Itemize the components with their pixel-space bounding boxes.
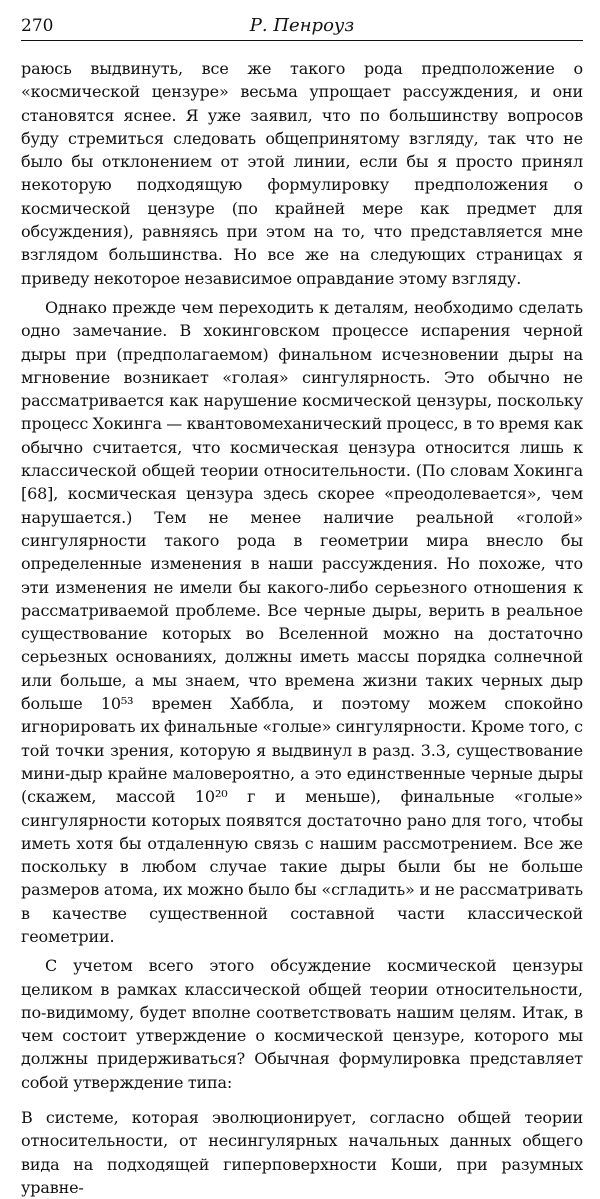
- paragraph-continuation: раюсь выдвинуть, все же такого рода предположение о «космической цензуре» весьма упрощает рассуждения, и они становятся яснее. Я уже заявил, что по большинству вопросов буду стремиться следовать общепринятому взгляду, так что не было бы отклонением от этой линии, если бы я просто принял некоторую подходящую формулировку предположения о космической цензуре (по крайней мере как предмет для обсуждения), равняясь при этом на то, что представляется мне взглядом большинства. Но все же на следующих страницах я приведу некоторое независимое оправдание этому взгляду.: [21, 59, 583, 288]
- running-head-author: Р. Пенроуз: [249, 15, 355, 36]
- page-header: [21, 10, 583, 41]
- body-text: [21, 57, 583, 1199]
- page-number: 270: [21, 16, 54, 36]
- paragraph-hawking-evaporation: Однако прежде чем переходить к деталям, необходимо сделать одно замечание. В хокинговском процессе испарения черной дыры при (предполагаемом) финальном исчезновении дыры на мгновение возникает «голая» сингулярность. Это обычно не рассматривается как нарушение космической цензуры, поскольку процесс Хокинга — квантовомеханический процесс, в то время как обычно считается, что космическая цензура относится лишь к классической общей теории относительности. (По словам Хокинга [68], космическая цензура здесь скорее «преодолевается», чем нарушается.) Тем не менее наличие реальной «голой» сингулярности такого рода в геометрии мира внесло бы определенные изменения в наши рассуждения. Но похоже, что эти изменения не имели бы какого-либо серьезного отношения к рассматриваемой проблеме. Все черные дыры, верить в реальное существование которых во Вселенной можно на достаточно серьезных основаниях, должны иметь массы порядка солнечной или больше, а мы знаем, что времена жизни таких черных дыр больше 10⁵³ времен Хаббла, и поэтому можем спокойно игнорировать их финальные «голые» сингулярности. Кроме того, с той точки зрения, которую я выдвинул в разд. 3.3, существование мини-дыр крайне маловероятно, а это единственные черные дыры (скажем, массой 10²⁰ г и меньше), финальные «голые» сингулярности которых появятся достаточно рано для того, чтобы иметь хотя бы отдаленную связь с нашим рассмотрением. Все же поскольку в любом случае такие дыры были бы не больше размеров атома, их можно было бы «сгладить» и не рассматривать в качестве существенной составной части классической геометрии.: [21, 297, 583, 946]
- book-page: [21, 10, 583, 1197]
- paragraph-censorship-statement: В системе, которая эволюционирует, согласно общей теории относительности, от несингулярных начальных данных общего вида на подходящей гиперповерхности Коши, при разумных уравне-: [21, 1108, 583, 1197]
- paragraph-cosmic-censorship-discussion: С учетом всего этого обсуждение космической цензуры целиком в рамках классической общей теории относительности, по-видимому, будет вполне соответствовать нашим целям. Итак, в чем состоит утверждение о космической цензуре, которого мы должны придерживаться? Обычная формулировка представляет собой утверждение типа:: [21, 956, 583, 1092]
